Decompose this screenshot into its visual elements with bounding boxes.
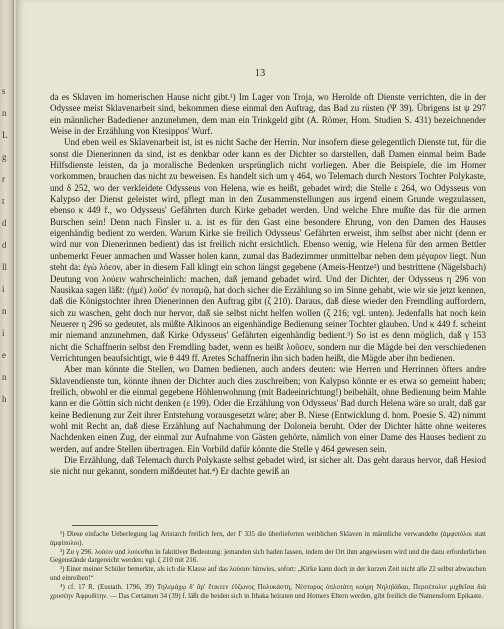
margin-glyph: h: [2, 394, 7, 404]
footnote-divider: [72, 525, 158, 526]
footnote: ²) Zu γ 296. λούειν und λούεσθαι in faktitiver Bedeutung: jemanden sich baden lassen, indem der Ort ihm angewiesen wird und die dazu erforderlichen Gegenstände dargereicht werden; vgl. ζ 210 mit 216.: [50, 547, 486, 565]
facing-page-margin: [2, 80, 12, 410]
main-text: [50, 92, 486, 478]
footnotes: [50, 530, 486, 600]
book-page: [16, 0, 504, 629]
footnote: ³) Einer meiner Schüler bemerkte, als ich die Klasse auf das λούσαν hinwies, sofort: „Kirke kann doch in der kurzen Zeit nicht alle 22 selbst abwaschen und einreiben!“: [50, 565, 486, 582]
margin-glyph: s: [2, 86, 6, 96]
margin-glyph: ll: [2, 262, 8, 272]
margin-glyph: i: [2, 284, 5, 294]
margin-glyph: i: [2, 328, 5, 338]
paragraph: Aber man könnte die Stellen, wo Damen bedienen, auch anders deuten: wie Herren und Herrinnen öfters andre Sklavendienste tun, könnte ihnen der Dichter auch dies zuschreiben; von Kalypso könnte er es etwa so gemeint haben; freilich, obwohl er die einmal gegebene Höhlenwohnung (mit Badeeinrichtung!) beibehält, ohne Bedienung beim Mahle kann er die Göttin sich nicht denken (ε 199). Oder die Erzählung von Odysseus' Bad durch Helena wäre so uralt, daß gar keine Bedienung zur Zeit ihrer Entstehung vorausgesetzt wäre; aber B. Niese (Entwicklung d. hom. Poesie S. 42) nimmt wohl mit Recht an, daß diese Erzählung auf Nachahmung der Doloneia beruht. Oder der Dichter hätte ohne weiteres Nachdenken einen Zug, der einmal zur Aufnahme von Gästen gehörte, nämlich von einer Dame des Hauses bedient zu werden, auf andre Stellen übertragen. Ein Vorbild dafür könnte die Stelle γ 464 gewesen sein.: [50, 364, 486, 454]
margin-glyph: r: [2, 174, 5, 184]
paragraph: Die Erzählung, daß Telemach durch Polykaste selbst gebadet wird, ist sicher alt. Das geht daraus hervor, daß Hesiod sie nicht nur gekannt, sondern mißdeutet hat.⁴) Er dachte gewiß an: [50, 455, 486, 477]
margin-glyph: n: [2, 372, 7, 382]
footnote: ¹) Diese einfache Ueberlegung lag Aristarch freilich fern, der Γ 335 die überlieferten weiblichen Sklaven in männliche verwandelte (ἀμφιπόλοι statt ἀμφίπολοι).: [50, 530, 486, 547]
margin-glyph: n: [2, 306, 7, 316]
page-number: 13: [254, 68, 266, 79]
footnote: ⁴) cf. 17 R. (Eustath. 1796, 39) Τηλεμάχῳ δ' ἄρ' ἔτικτεν ἐΰζωνος Πολυκάστη, Νέστορος ὁπλοτάτη κούρη Νηληϊάδαο, Περσέπολιν μιχθεῖσα διὰ χρυσέην Ἀφροδίτην. — Das Certamen 34 (39) f. läßt die beiden sich in Ithaka heiraten und Homers Eltern werden, gibt freilich die Namensform Epikaste.: [50, 582, 486, 600]
margin-glyph: d: [2, 218, 7, 228]
margin-glyph: d: [2, 240, 7, 250]
margin-glyph: e: [2, 350, 6, 360]
margin-glyph: g: [2, 152, 7, 162]
margin-glyph: n: [2, 108, 7, 118]
margin-glyph: L: [2, 130, 8, 140]
paragraph: da es Sklaven im homerischen Hause nicht gibt.¹) Im Lager von Troja, wo Herolde oft Dienste verrichten, die in der Odyssee meist Sklavenarbeit sind, bekommen diese einmal den Auftrag, das Bad zu rüsten (Ψ 39). Übrigens ist ψ 297 ein männlicher Badediener anzunehmen, dem man ein Trinkgeld gibt (A. Römer, Hom. Studien S. 431) bezeichnender Weise in der Erzählung von Ktesippos' Wurf.: [50, 92, 486, 137]
paragraph: Und eben weil es Sklavenarbeit ist, ist es nicht Sache der Herrin. Nur insofern diese gelegentlich Dienste tut, für die sonst die Dienerinnen da sind, ist es denkbar oder kann es der Dichter so darstellen, daß Damen einmal beim Bade Hilfsdienste leisten, da ja moralische Bedenken ursprünglich nicht vorliegen. Aber die Beispiele, die im Homer vorkommen, brauchen das nicht zu beweisen. Es handelt sich um γ 464, wo Telemach durch Nestors Tochter Polykaste, und δ 252, wo der verkleidete Odysseus von Helena, wie es heißt, gebadet wird; die Stelle ε 264, wo Odysseus von Kalypso der Dienst geleistet wird, pflegt man in den Zusammenstellungen aus irgend einem Grunde wegzulassen, ebenso κ 449 f., wo Odysseus' Gefährten durch Kirke gebadet werden. Und welche Ehre mußte das für die armen Burschen sein! Denn nach Finsler u. a. ist es für den Gast eine besondere Ehrung, von den Damen des Hauses eigenhändig bedient zu werden. Warum Kirke sie freilich Odysseus' Gefährten erweist, ihm selbst aber nicht (denn er wird nur von Dienerinnen bedient) das ist freilich nicht ersichtlich. Ebenso wenig, wie Helena für den armen Bettler unbemerkt Feuer anmachen und Wasser holen kann, zumal das Badezimmer unmittelbar neben dem μέγαρον liegt. Nun steht da: ἐγὼ λόεον, aber in diesem Fall klingt ein schon längst gegebene (Ameis-Hentze²) und bestrittene (Nägelsbach) Deutung von λούειν wahrscheinlich: machen, daß jemand gebadet wird. Und der Dichter, der Odysseus η 296 von Nausikaa sagen läßt: (ἡμέ) λοῦσ' ἐν ποταμῷ, hat doch sicher die Erzählung so im Sinne gehabt, wie wir sie jetzt kennen, daß die Königstochter ihren Dienerinnen den Auftrag gibt (ζ 210). Daraus, daß diese wieder den Fremdling auffordern, sich zu waschen, geht doch nur hervor, daß sie selbst nicht helfen wollen (ζ 216; vgl. unten). Jedenfalls hat noch kein Neuerer η 296 so gedeutet, als müßte Alkinoos an eigenhändige Bedienung seiner Tochter glauben. Und κ 449 f. scheint mir niemand anzunehmen, daß Kirke Odysseus' Gefährten eigenhändig bedient.³) So ist es denn möglich, daß γ 153 nicht die Schaffnerin selbst den Fremdling badet, wenn es heißt λοῦσεν, sondern nur die Mägde bei den verschiedenen Verrichtungen beaufsichtigt, wie θ 449 ff. Aretes Schaffnerin ihn sich baden heißt, die Mägde aber ihn bedienen.: [50, 137, 486, 363]
margin-glyph: t: [2, 196, 5, 206]
